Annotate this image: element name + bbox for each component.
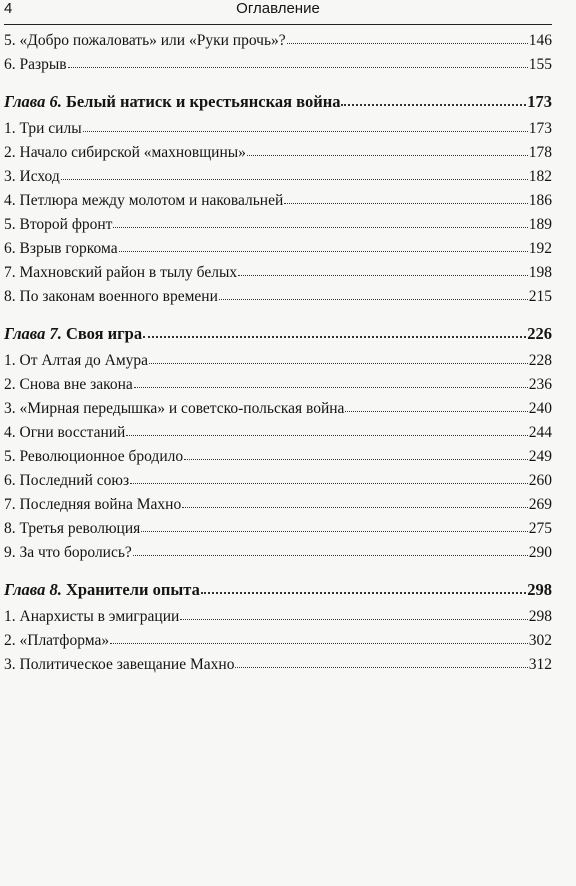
toc-entry[interactable] bbox=[4, 349, 552, 373]
toc-entry-label: 4. Огни восстаний bbox=[4, 424, 126, 441]
toc-entry-page: 192 bbox=[528, 240, 552, 257]
toc-entry-label: 8. Третья революция bbox=[4, 520, 141, 537]
table-of-contents bbox=[4, 29, 552, 677]
toc-entry[interactable] bbox=[4, 213, 552, 237]
dot-leader bbox=[180, 619, 527, 620]
chapter-page: 298 bbox=[527, 580, 552, 599]
toc-entry[interactable] bbox=[4, 653, 552, 677]
chapter-heading[interactable] bbox=[4, 575, 552, 605]
toc-entry[interactable] bbox=[4, 541, 552, 565]
chapter-page: 226 bbox=[527, 324, 552, 343]
page-header bbox=[4, 0, 552, 25]
dot-leader bbox=[83, 131, 528, 132]
dot-leader bbox=[126, 435, 527, 436]
toc-entry-label: 5. «Добро пожаловать» или «Руки прочь»? bbox=[4, 32, 286, 49]
toc-entry[interactable] bbox=[4, 189, 552, 213]
dot-leader bbox=[61, 179, 528, 180]
toc-entry-page: 186 bbox=[528, 192, 552, 209]
toc-entry-label: 7. Последняя война Махно bbox=[4, 496, 182, 513]
toc-entry-label: 3. Политическое завещание Махно bbox=[4, 656, 235, 673]
toc-entry[interactable] bbox=[4, 445, 552, 469]
toc-entry-label: 1. От Алтая до Амура bbox=[4, 352, 149, 369]
toc-entry-page: 240 bbox=[528, 400, 552, 417]
spacer bbox=[4, 565, 552, 575]
chapter-label bbox=[4, 575, 200, 605]
toc-entry[interactable] bbox=[4, 261, 552, 285]
toc-entry[interactable] bbox=[4, 373, 552, 397]
toc-entry-label: 8. По законам военного времени bbox=[4, 288, 218, 305]
dot-leader bbox=[247, 155, 528, 156]
dot-leader bbox=[238, 275, 528, 276]
toc-entry-page: 178 bbox=[528, 144, 552, 161]
toc-entry-page: 173 bbox=[528, 120, 552, 137]
dot-leader bbox=[287, 43, 528, 44]
chapter-prefix: Глава 7. bbox=[4, 324, 62, 343]
dot-leader bbox=[219, 299, 528, 300]
toc-entry-page: 215 bbox=[528, 288, 552, 305]
toc-entry[interactable] bbox=[4, 117, 552, 141]
toc-entry[interactable] bbox=[4, 605, 552, 629]
toc-entry-page: 189 bbox=[528, 216, 552, 233]
chapter-heading[interactable] bbox=[4, 319, 552, 349]
toc-entry-page: 302 bbox=[528, 632, 552, 649]
chapter-label bbox=[4, 87, 340, 117]
toc-entry-label: 1. Анархисты в эмиграции bbox=[4, 608, 180, 625]
toc-entry[interactable] bbox=[4, 53, 552, 77]
chapter-title: Своя игра bbox=[65, 324, 143, 343]
toc-entry-page: 182 bbox=[528, 168, 552, 185]
toc-entry-page: 249 bbox=[528, 448, 552, 465]
chapter-prefix: Глава 8. bbox=[4, 580, 62, 599]
chapter-label bbox=[4, 319, 142, 349]
dot-leader bbox=[182, 507, 528, 508]
dot-leader bbox=[235, 667, 527, 668]
toc-entry-label: 3. Исход bbox=[4, 168, 60, 185]
toc-entry-page: 312 bbox=[528, 656, 552, 673]
toc-entry-label: 6. Взрыв горкома bbox=[4, 240, 118, 257]
toc-entry-page: 260 bbox=[528, 472, 552, 489]
toc-entry[interactable] bbox=[4, 29, 552, 53]
toc-entry-label: 5. Революционное бродило bbox=[4, 448, 184, 465]
dot-leader bbox=[149, 363, 528, 364]
toc-entry-label: 3. «Мирная передышка» и советско-польская война bbox=[4, 400, 345, 417]
toc-entry-label: 6. Разрыв bbox=[4, 56, 67, 73]
page-number: 4 bbox=[4, 0, 13, 17]
toc-entry-page: 228 bbox=[528, 352, 552, 369]
toc-entry-label: 2. Начало сибирской «махновщины» bbox=[4, 144, 246, 161]
dot-leader bbox=[341, 104, 526, 106]
dot-leader bbox=[130, 483, 528, 484]
spacer bbox=[4, 309, 552, 319]
dot-leader bbox=[110, 643, 528, 644]
toc-entry-label: 9. За что боролись? bbox=[4, 544, 132, 561]
toc-entry-page: 298 bbox=[528, 608, 552, 625]
toc-entry[interactable] bbox=[4, 469, 552, 493]
toc-entry[interactable] bbox=[4, 237, 552, 261]
chapter-page: 173 bbox=[527, 92, 552, 111]
toc-entry[interactable] bbox=[4, 421, 552, 445]
toc-entry-label: 2. Снова вне закона bbox=[4, 376, 133, 393]
toc-entry-page: 275 bbox=[528, 520, 552, 537]
dot-leader bbox=[284, 203, 527, 204]
chapter-prefix: Глава 6. bbox=[4, 92, 62, 111]
toc-entry-label: 6. Последний союз bbox=[4, 472, 130, 489]
dot-leader bbox=[113, 227, 527, 228]
toc-entry-page: 269 bbox=[528, 496, 552, 513]
dot-leader bbox=[201, 592, 526, 594]
book-page bbox=[4, 0, 552, 677]
toc-entry-label: 2. «Платформа» bbox=[4, 632, 110, 649]
toc-entry[interactable] bbox=[4, 493, 552, 517]
toc-entry[interactable] bbox=[4, 629, 552, 653]
toc-entry-label: 5. Второй фронт bbox=[4, 216, 113, 233]
toc-entry-page: 146 bbox=[528, 32, 552, 49]
chapter-title: Хранители опыта bbox=[65, 580, 200, 599]
dot-leader bbox=[134, 387, 528, 388]
toc-entry[interactable] bbox=[4, 285, 552, 309]
spacer bbox=[4, 77, 552, 87]
dot-leader bbox=[143, 336, 526, 338]
dot-leader bbox=[119, 251, 528, 252]
toc-entry[interactable] bbox=[4, 141, 552, 165]
toc-entry-page: 290 bbox=[528, 544, 552, 561]
dot-leader bbox=[68, 67, 528, 68]
toc-entry-label: 4. Петлюра между молотом и наковальней bbox=[4, 192, 284, 209]
toc-entry-page: 244 bbox=[528, 424, 552, 441]
toc-entry[interactable] bbox=[4, 517, 552, 541]
chapter-title: Белый натиск и крестьянская война bbox=[65, 92, 341, 111]
toc-entry-label: 7. Махновский район в тылу белых bbox=[4, 264, 238, 281]
toc-entry-label: 1. Три силы bbox=[4, 120, 82, 137]
toc-entry-page: 236 bbox=[528, 376, 552, 393]
dot-leader bbox=[141, 531, 527, 532]
dot-leader bbox=[345, 411, 527, 412]
toc-entry[interactable] bbox=[4, 397, 552, 421]
toc-entry-page: 155 bbox=[528, 56, 552, 73]
dot-leader bbox=[184, 459, 528, 460]
toc-entry-page: 198 bbox=[528, 264, 552, 281]
chapter-heading[interactable] bbox=[4, 87, 552, 117]
dot-leader bbox=[133, 555, 528, 556]
toc-entry[interactable] bbox=[4, 165, 552, 189]
running-title: Оглавление bbox=[236, 0, 320, 17]
